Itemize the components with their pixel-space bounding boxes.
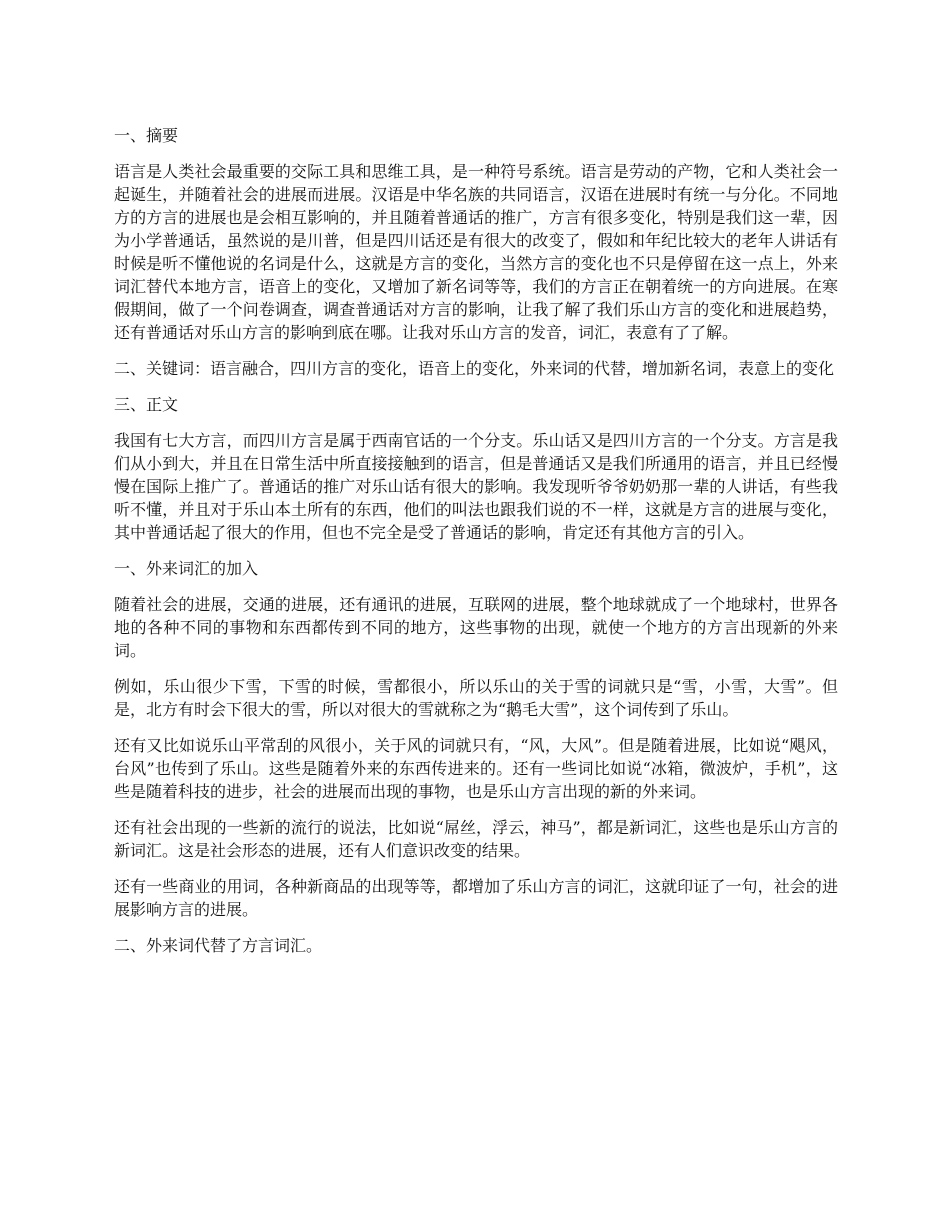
section-heading-abstract: 一、摘要 <box>114 126 179 145</box>
abstract-paragraph: 语言是人类社会最重要的交际工具和思维工具，是一种符号系统。语言是劳动的产物，它和人类社会一起诞生，并随着社会的进展而进展。汉语是中华名族的共同语言，汉语在进展时有统一与分化。不同地方的方言的进展也是会相互影响的，并且随着普通话的推广，方言有很多变化，特别是我们这一辈，因为小学普通话，虽然说的是川普，但是四川话还是有很大的改变了，假如和年纪比较大的老年人讲话有时候是听不懂他说的名词是什么，这就是方言的变化，当然方言的变化也不只是停留在这一点上，外来词汇替代本地方言，语音上的变化，又增加了新名词等等，我们的方言正在朝着统一的方向进展。在寒假期间，做了一个问卷调查，调查普通话对方言的影响，让我了解了我们乐山方言的变化和进展趋势，还有普通话对乐山方言的影响到底在哪。让我对乐山方言的发音，词汇，表意有了了解。 <box>114 162 838 342</box>
document-page <box>114 124 838 970</box>
subsection-heading-loanwords: 一、外来词汇的加入 <box>114 559 259 578</box>
body-paragraph-slang: 还有社会出现的一些新的流行的说法，比如说“屌丝，浮云，神马”，都是新词汇，这些也是乐山方言的新词汇。这是社会形态的进展，还有人们意识改变的结果。 <box>114 818 838 860</box>
body-paragraph-globalization: 随着社会的进展，交通的进展，还有通讯的进展，互联网的进展，整个地球就成了一个地球村，世界各地的各种不同的事物和东西都传到不同的地方，这些事物的出现，就使一个地方的方言出现新的外来词。 <box>114 595 838 660</box>
subsection-heading-replacement: 二、外来词代替了方言词汇。 <box>114 936 323 955</box>
body-paragraph-snow-example: 例如，乐山很少下雪，下雪的时候，雪都很小，所以乐山的关于雪的词就只是“雪，小雪，大雪”。但是，北方有时会下很大的雪，所以对很大的雪就称之为“鹅毛大雪”，这个词传到了乐山。 <box>114 677 838 719</box>
body-paragraph-commerce: 还有一些商业的用词，各种新商品的出现等等，都增加了乐山方言的词汇，这就印证了一句，社会的进展影响方言的进展。 <box>114 877 838 919</box>
body-paragraph-intro: 我国有七大方言，而四川方言是属于西南官话的一个分支。乐山话又是四川方言的一个分支。方言是我们从小到大，并且在日常生活中所直接接触到的语言，但是普通话又是我们所通用的语言，并且已经慢慢在国际上推广了。普通话的推广对乐山话有很大的影响。我发现听爷爷奶奶那一辈的人讲话，有些我听不懂，并且对于乐山本土所有的东西，他们的叫法也跟我们说的不一样，这就是方言的进展与变化，其中普通话起了很大的作用，但也不完全是受了普通话的影响，肯定还有其他方言的引入。 <box>114 431 838 542</box>
keywords-paragraph: 二、关键词：语言融合，四川方言的变化，语音上的变化，外来词的代替，增加新名词，表意上的变化 <box>114 359 835 378</box>
body-paragraph-wind-example: 还有又比如说乐山平常刮的风很小，关于风的词就只有，“风，大风”。但是随着进展，比如说“飓风，台风”也传到了乐山。这些是随着外来的东西传进来的。还有一些词比如说“冰箱，微波炉，手机”，这些是随着科技的进步，社会的进展而出现的事物，也是乐山方言出现的新的外来词。 <box>114 736 838 801</box>
section-heading-body: 三、正文 <box>114 395 179 414</box>
